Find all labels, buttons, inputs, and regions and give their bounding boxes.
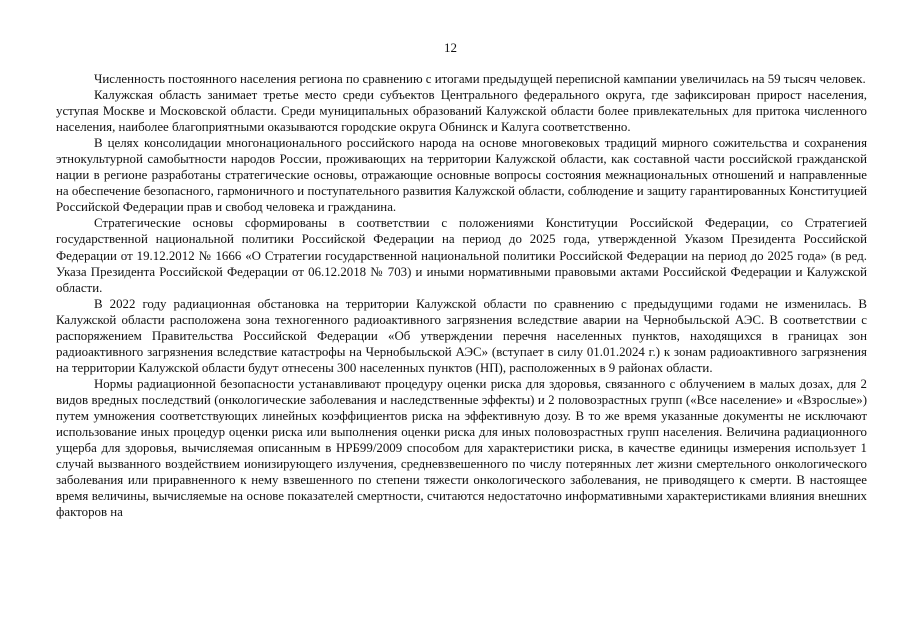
paragraph-consolidation: В целях консолидации многонационального российского народа на основе многовековых традиций мирного сожительства и сохранения этнокультурной самобытности народов России, проживающих на территории Калужской области, как составной части российской гражданской нации в регионе разработаны стратегические основы, отражающие основные вопросы состояния межнациональных отношений и направленные на обеспечение безопасного, гармоничного и поступательного развития Калужской области, соблюдение и защиту гарантированных Конституцией Российской Федерации прав и свобод человека и гражданина. xyxy=(56,136,867,215)
paragraph-region-ranking: Калужская область занимает третье место среди субъектов Центрального федерального округа, где зафиксирован прирост населения, уступая Москве и Московской области. Среди муниципальных образований Калужской области более привлекательных для притока численного населения, наиболее благоприятными оказываются городские округа Обнинск и Калуга соответственно. xyxy=(56,88,867,135)
page-number: 12 xyxy=(444,40,457,55)
document-body xyxy=(56,71,867,520)
paragraph-population-growth: Численность постоянного населения региона по сравнению с итогами предыдущей переписной кампании увеличилась на 59 тысяч человек. xyxy=(94,72,866,86)
paragraph-radiation-situation: В 2022 году радиационная обстановка на территории Калужской области по сравнению с предыдущими годами не изменилась. В Калужской области расположена зона техногенного радиоактивного загрязнения вследствие аварии на Чернобыльской АЭС. В соответствии с распоряжением Правительства Российской Федерации «Об утверждении перечня населенных пунктов, находящихся в границах зон радиоактивного загрязнения вследствие катастрофы на Чернобыльской АЭС» (вступает в силу 01.01.2024 г.) к зонам радиоактивного загрязнения на территории Калужской области будут отнесены 300 населенных пунктов (НП), расположенных в 9 районах области. xyxy=(56,296,867,375)
paragraph-radiation-norms: Нормы радиационной безопасности устанавливают процедуру оценки риска для здоровья, связанного с облучением в малых дозах, для 2 видов вредных последствий (онкологические заболевания и наследственные эффекты) и 2 половозрастных групп («Все население» и «Взрослые») путем умножения соответствующих линейных коэффициентов риска на эффективную дозу. В то же время указанные документы не исключают использование иных процедур оценки риска или выполнения оценки риска для иных половозрастных групп населения. Величина радиационного ущерба для здоровья, вычисляемая описанным в НРБ99/2009 способом для характеристики риска, в качестве единицы измерения использует 1 случай вызванного воздействием ионизирующего излучения, средневзвешенного по числу потерянных лет жизни смертельного онкологического заболевания или приравненного к нему взвешенного по степени тяжести онкологического заболевания, не приводящего к смерти. В настоящее время величины, вычисляемые на основе показателей смертности, считаются недостаточно информативными характеристиками влияния внешних факторов на xyxy=(56,376,867,520)
paragraph-strategic-basis: Стратегические основы сформированы в соответствии с положениями Конституции Российской Федерации, со Стратегией государственной национальной политики Российской Федерации на период до 2025 года, утвержденной Указом Президента Российской Федерации от 19.12.2012 № 1666 «О Стратегии государственной национальной политики Российской Федерации на период до 2025 года» (в ред. Указа Президента Российской Федерации от 06.12.2018 № 703) и иными нормативными правовыми актами Российской Федерации и Калужской области. xyxy=(56,216,867,295)
